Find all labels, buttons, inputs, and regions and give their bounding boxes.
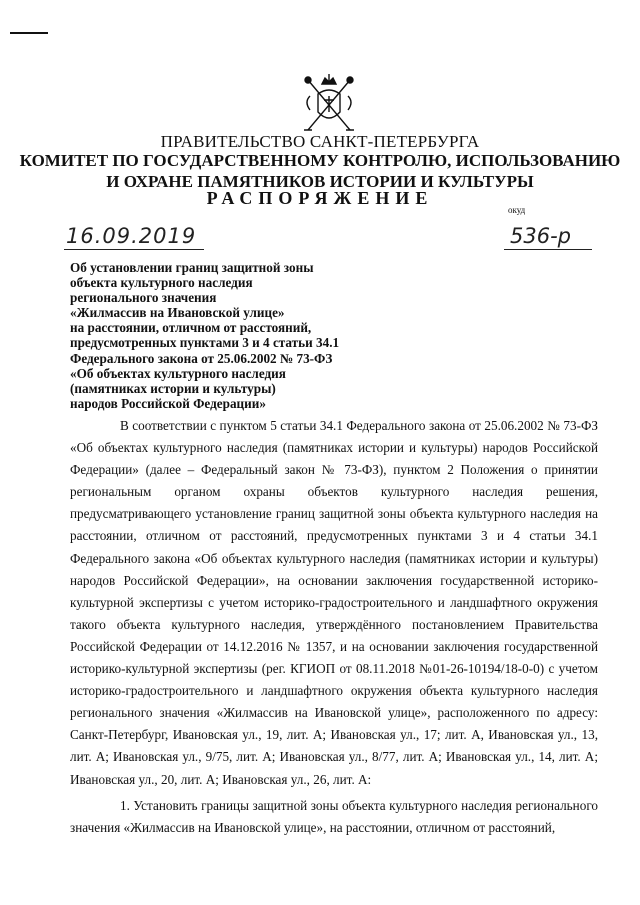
subject-line: (памятниках истории и культуры) <box>70 380 276 396</box>
subject-line: на расстоянии, отличном от расстояний, <box>70 320 312 336</box>
subject-line: объекта культурного наследия <box>70 275 253 291</box>
document-type: РАСПОРЯЖЕНИЕ <box>206 188 434 208</box>
committee-line-2: И ОХРАНЕ ПАМЯТНИКОВ ИСТОРИИ И КУЛЬТУРЫ <box>106 172 534 191</box>
committee-line-1: КОМИТЕТ ПО ГОСУДАРСТВЕННОМУ КОНТРОЛЮ, ИСПОЛЬЗОВАНИЮ <box>19 151 621 170</box>
subject-line: «Об объектах культурного наследия <box>70 365 286 381</box>
date-underline <box>64 249 204 250</box>
coat-of-arms-icon <box>296 72 362 136</box>
document-date: 16.09.2019 <box>66 224 197 248</box>
document-subject <box>70 260 400 411</box>
subject-line: Об установлении границ защитной зоны <box>70 260 314 275</box>
government-name: ПРАВИТЕЛЬСТВО САНКТ-ПЕТЕРБУРГА <box>160 132 480 151</box>
number-underline <box>504 249 592 250</box>
subject-line: Федерального закона от 25.06.2002 № 73-ФЗ <box>70 350 333 366</box>
document-body <box>70 415 598 839</box>
subject-line: народов Российской Федерации» <box>70 395 266 411</box>
document-number: 536-р <box>510 224 571 248</box>
subject-line: регионального значения <box>70 290 217 306</box>
body-paragraph-item-1: 1. Установить границы защитной зоны объекта культурного наследия регионального значения «Жилмассив на Ивановской улице», на расстоянии, отличном от расстояний, <box>70 797 598 835</box>
subject-line: «Жилмассив на Ивановской улице» <box>70 305 285 321</box>
okud-label: окуд <box>508 205 526 215</box>
corner-mark <box>10 32 48 34</box>
committee-name <box>0 150 640 192</box>
subject-line: предусмотренных пунктами 3 и 4 статьи 34.1 <box>70 335 340 351</box>
body-paragraph-preamble: В соответствии с пунктом 5 статьи 34.1 Федерального закона от 25.06.2002 № 73-ФЗ «Об объектах культурного наследия (памятниках истории и культуры) народов Российской Федерации» (далее – Федеральный закон № 73-ФЗ), пунктом 2 Положения о принятии региональным органом охраны объектов культурного наследия решения, предусматривающего установление границ защитной зоны объекта культурного наследия на расстоянии, отличном от расстояний, предусмотренных пунктами 3 и 4 статьи 34.1 Федерального закона «Об объектах культурного наследия (памятниках истории и культуры) народов Российской Федерации», на основании заключения государственной историко-культурной экспертизы с учетом историко-градостроительного и ландшафтного окружения такого объекта культурного наследия, утверждённого постановлением Правительства Российской Федерации от 14.12.2016 № 1357, и на основании заключения государственной историко-культурной экспертизы (рег. КГИОП от 08.11.2018 №01-26-10194/18-0-0) с учетом историко-градостроительного и ландшафтного окружения объекта культурного наследия регионального значения «Жилмассив на Ивановской улице», расположенного по адресу: Санкт-Петербург, Ивановская ул., 19, лит. А; Ивановская ул., 17; лит. А, Ивановская ул., 13, лит. А; Ивановская ул., 9/75, лит. А; Ивановская ул., 8/77, лит. А; Ивановская ул., 14, лит. А; Ивановская ул., 20, лит. А; Ивановская ул., 26, лит. А: <box>70 418 598 787</box>
